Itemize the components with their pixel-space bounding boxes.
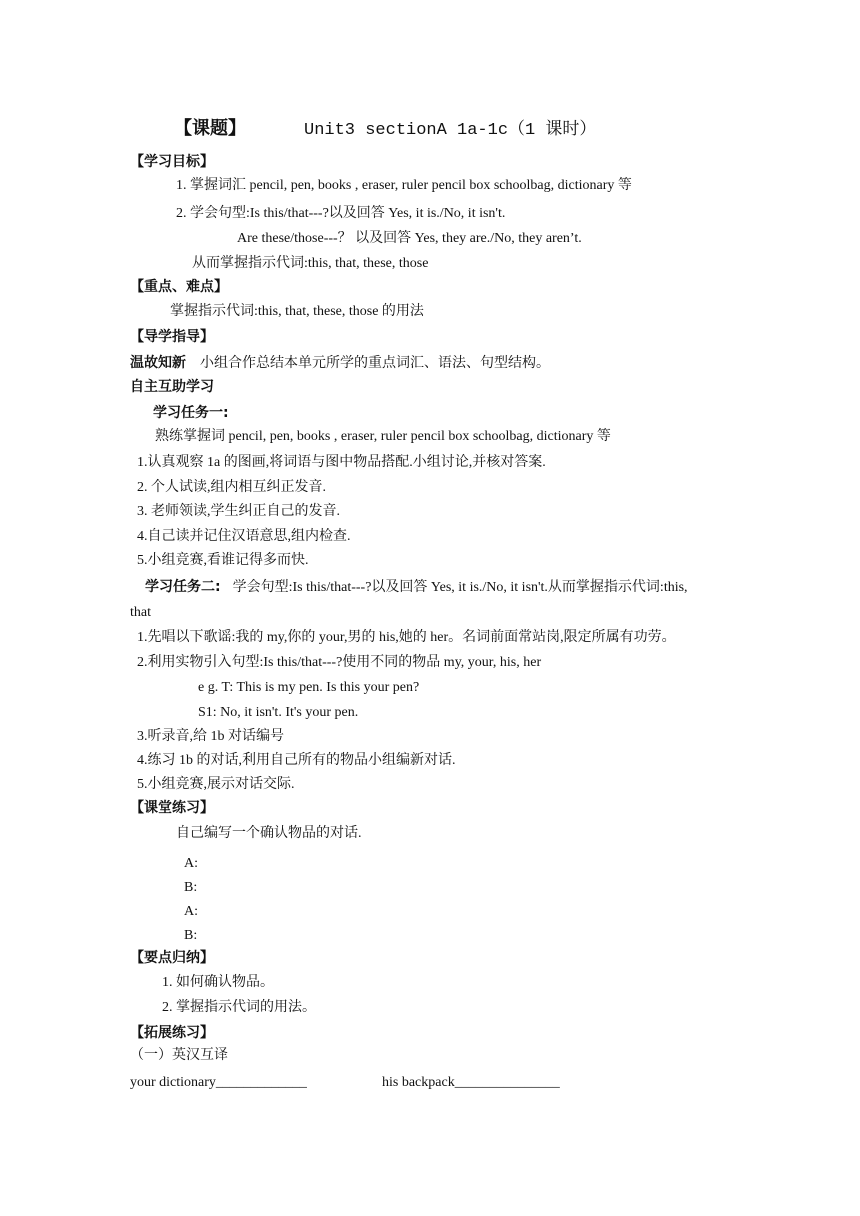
summary-heading: 【要点归纳】 (130, 950, 214, 966)
extension-heading: 【拓展练习】 (130, 1025, 214, 1041)
practice-line-b1: B: (184, 880, 198, 895)
review-line (130, 354, 550, 373)
practice-text: 自己编写一个确认物品的对话. (176, 826, 362, 841)
task2-text-cont: that (130, 605, 151, 620)
task2-step-3: 3.听录音,给 1b 对话编号 (137, 729, 284, 744)
task1-step-5: 5.小组竞赛,看谁记得多而快. (137, 553, 309, 568)
task2-label: 学习任务二: (145, 579, 221, 595)
task2-example-t: e g. T: This is my pen. Is this your pen? (198, 680, 420, 695)
task2-step-4: 4.练习 1b 的对话,利用自己所有的物品小组编新对话. (137, 753, 456, 768)
title-unit: Unit3 sectionA 1a-1c（1 课时） (304, 121, 597, 140)
translation-item-1: your dictionary_____________ (130, 1075, 307, 1090)
task1-step-1: 1.认真观察 1a 的图画,将词语与图中物品搭配.小组讨论,并核对答案. (137, 455, 546, 470)
task2-step-1: 1.先唱以下歌谣:我的 my,你的 your,男的 his,她的 her。名词前面常站岗,限定所属有功劳。 (137, 630, 676, 645)
practice-line-a1: A: (184, 856, 198, 871)
objective-item-3: 从而掌握指示代词:this, that, these, those (192, 256, 429, 271)
practice-heading: 【课堂练习】 (130, 800, 214, 816)
objective-item-2: 2. 学会句型:Is this/that---?以及回答 Yes, it is./No, it isn't. (176, 206, 506, 221)
practice-line-b2: B: (184, 928, 198, 943)
guide-heading: 【导学指导】 (130, 329, 214, 345)
key-points-heading: 【重点、难点】 (130, 279, 228, 295)
task1-step-4: 4.自己读并记住汉语意思,组内检查. (137, 529, 351, 544)
self-study-heading: 自主互助学习 (130, 379, 214, 395)
summary-item-1: 1. 如何确认物品。 (162, 975, 274, 990)
task2-example-s1: S1: No, it isn't. It's your pen. (198, 705, 359, 720)
key-points-text: 掌握指示代词:this, that, these, those 的用法 (170, 304, 424, 319)
objective-item-2-cont: Are these/those---？ 以及回答 Yes, they are./No, they aren’t. (237, 231, 582, 246)
task1-step-2: 2. 个人试读,组内相互纠正发音. (137, 480, 326, 495)
lesson-title (174, 116, 596, 143)
task2-text: 学会句型:Is this/that---?以及回答 Yes, it is./No, it isn't.从而掌握指示代词:this, (232, 580, 688, 595)
task2-step-2: 2.利用实物引入句型:Is this/that---?使用不同的物品 my, your, his, her (137, 655, 542, 670)
task2-line (145, 578, 688, 597)
practice-line-a2: A: (184, 904, 198, 919)
task1-text: 熟练掌握词 pencil, pen, books , eraser, ruler pencil box schoolbag, dictionary 等 (155, 429, 611, 444)
task1-step-3: 3. 老师领读,学生纠正自己的发音. (137, 504, 340, 519)
title-label: 【课题】 (174, 118, 246, 138)
task1-label: 学习任务一: (153, 405, 229, 421)
task2-step-5: 5.小组竞赛,展示对话交际. (137, 777, 295, 792)
summary-item-2: 2. 掌握指示代词的用法。 (162, 1000, 316, 1015)
extension-subheading: （一）英汉互译 (130, 1048, 228, 1063)
objectives-heading: 【学习目标】 (130, 154, 214, 170)
objective-item-1: 1. 掌握词汇 pencil, pen, books , eraser, ruler pencil box schoolbag, dictionary 等 (176, 178, 632, 193)
review-text: 小组合作总结本单元所学的重点词汇、语法、句型结构。 (200, 356, 550, 371)
review-label: 温故知新 (130, 355, 186, 371)
translation-item-2: his backpack_______________ (382, 1075, 560, 1090)
